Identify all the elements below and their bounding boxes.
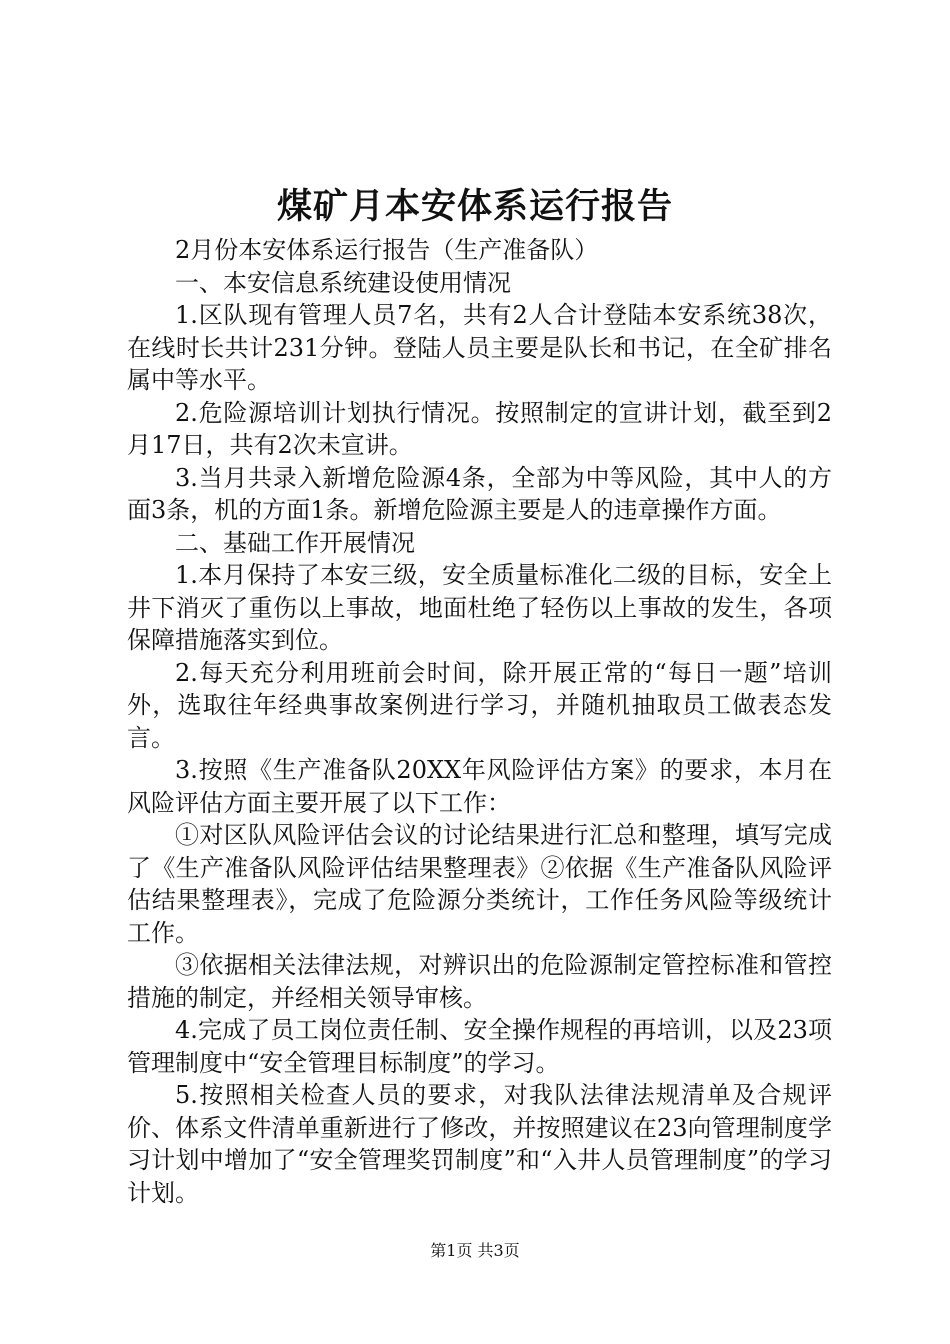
document-title: 煤矿月本安体系运行报告 (276, 186, 673, 227)
document-body (127, 234, 832, 1209)
paragraph-2-3-a: ①对区队风险评估会议的讨论结果进行汇总和整理，填写完成了《生产准备队风险评估结果整理表》②依据《生产准备队风险评估结果整理表》，完成了危险源分类统计，工作任务风险等级统计工作。 (127, 821, 832, 947)
paragraph-2-4: 4.完成了员工岗位责任制、安全操作规程的再培训，以及23项管理制度中“安全管理目标制度”的学习。 (127, 1016, 832, 1077)
paragraph-2-1: 1.本月保持了本安三级，安全质量标准化二级的目标，安全上井下消灭了重伤以上事故，地面杜绝了轻伤以上事故的发生，各项保障措施落实到位。 (127, 561, 832, 654)
paragraph-1-3: 3.当月共录入新增危险源4条，全部为中等风险，其中人的方面3条，机的方面1条。新增危险源主要是人的违章操作方面。 (127, 463, 832, 524)
paragraph-1-1: 1.区队现有管理人员7名，共有2人合计登陆本安系统38次，在线时长共计231分钟。登陆人员主要是队长和书记，在全矿排名属中等水平。 (127, 301, 832, 394)
page-number: 第1页 共3页 (430, 1241, 520, 1260)
paragraph-2-3: 3.按照《生产准备队20XX年风险评估方案》的要求，本月在风险评估方面主要开展了以下工作： (127, 756, 832, 817)
paragraph-2-5: 5.按照相关检查人员的要求，对我队法律法规清单及合规评价、体系文件清单重新进行了修改，并按照建议在23向管理制度学习计划中增加了“安全管理奖罚制度”和“入井人员管理制度”的学习计划。 (127, 1081, 832, 1207)
section-heading-2: 二、基础工作开展情况 (175, 528, 415, 557)
paragraph-2-3-b: ③依据相关法律法规，对辨识出的危险源制定管控标准和管控措施的制定，并经相关领导审核。 (127, 951, 832, 1012)
section-heading-1: 一、本安信息系统建设使用情况 (175, 268, 511, 297)
paragraph-1-2: 2.危险源培训计划执行情况。按照制定的宣讲计划，截至到2月17日，共有2次未宣讲。 (127, 398, 832, 459)
report-subtitle: 2月份本安体系运行报告（生产准备队） (175, 236, 599, 264)
paragraph-2-2: 2.每天充分利用班前会时间，除开展正常的“每日一题”培训外，选取往年经典事故案例进行学习，并随机抽取员工做表态发言。 (127, 658, 832, 752)
